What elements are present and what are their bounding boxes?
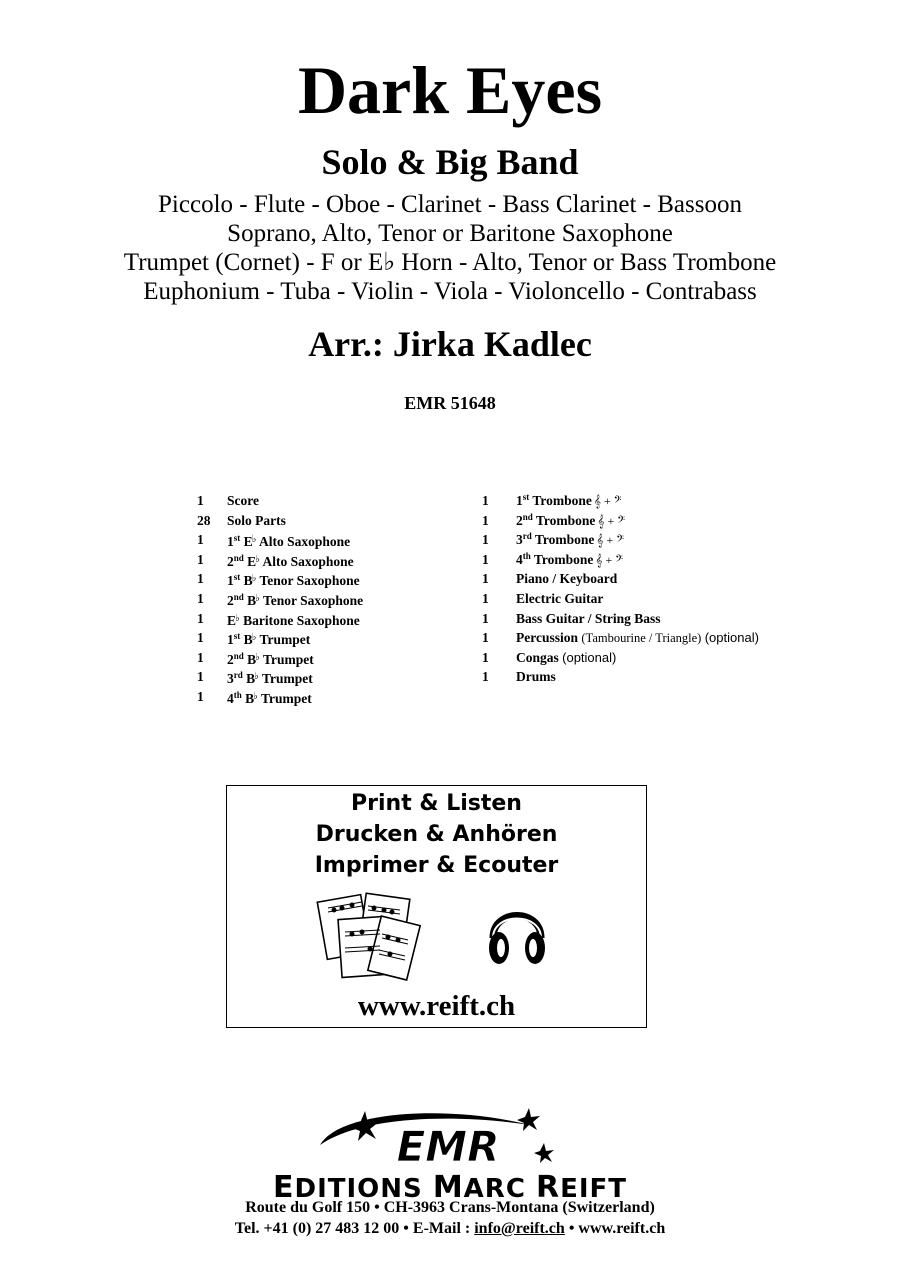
emr-logo-text: EMR bbox=[396, 1122, 500, 1171]
email-link[interactable]: info@reift.ch bbox=[474, 1220, 565, 1237]
clef-icon: 𝄞 + 𝄢 bbox=[596, 533, 624, 548]
part-quantity: 1 bbox=[197, 610, 204, 626]
part-name: 4th Trombone 𝄞 + 𝄢 bbox=[516, 550, 623, 567]
ordinal-suffix: st bbox=[233, 533, 241, 544]
part-optional: (optional) bbox=[704, 630, 759, 646]
publisher-address: Route du Golf 150 • CH-3963 Crans-Montana (Switzerland) bbox=[245, 1199, 655, 1216]
part-row bbox=[197, 491, 467, 511]
part-name: 1st B♭ Trumpet bbox=[227, 631, 311, 648]
promo-line: Print & Listen bbox=[351, 791, 522, 816]
part-quantity: 1 bbox=[197, 532, 204, 548]
flat-sign-icon: ♭ bbox=[255, 651, 260, 663]
flat-sign-icon: ♭ bbox=[251, 534, 257, 546]
part-row bbox=[197, 687, 467, 707]
ordinal-suffix: nd bbox=[522, 511, 533, 522]
part-name: 1st Trombone 𝄞 + 𝄢 bbox=[516, 492, 622, 508]
ordinal-suffix: nd bbox=[233, 552, 244, 563]
part-row bbox=[482, 628, 812, 648]
ordinal-suffix: th bbox=[233, 689, 242, 700]
part-name: 3rd Trombone 𝄞 + 𝄢 bbox=[516, 531, 624, 548]
part-name: 1st E♭ Alto Saxophone bbox=[227, 533, 351, 550]
publisher-name-part: ARC bbox=[463, 1174, 536, 1204]
parts-list-left bbox=[197, 491, 467, 707]
headphones-icon bbox=[485, 894, 549, 974]
part-row bbox=[197, 550, 467, 570]
ordinal-suffix: nd bbox=[233, 650, 244, 661]
part-name: 2nd E♭ Alto Saxophone bbox=[227, 552, 354, 569]
flat-sign-icon: ♭ bbox=[251, 632, 257, 644]
contact-website: • www.reift.ch bbox=[564, 1220, 666, 1237]
emr-logo-icon bbox=[300, 1105, 600, 1175]
part-row bbox=[482, 569, 812, 589]
catalog-number: EMR 51648 bbox=[404, 393, 496, 413]
flat-sign-icon: ♭ bbox=[254, 671, 259, 683]
part-quantity: 1 bbox=[482, 512, 489, 528]
part-row bbox=[482, 550, 812, 570]
part-quantity: 1 bbox=[197, 630, 204, 646]
part-name: 1st B♭ Tenor Saxophone bbox=[227, 572, 360, 589]
part-name: Congas (optional) bbox=[516, 649, 617, 665]
arranger: Arr.: Jirka Kadlec bbox=[308, 324, 592, 364]
promo-line: Imprimer & Ecouter bbox=[314, 853, 559, 878]
part-row bbox=[197, 511, 467, 531]
part-quantity: 1 bbox=[482, 532, 489, 548]
instrumentation-list bbox=[0, 190, 900, 306]
part-row bbox=[197, 530, 467, 550]
part-row bbox=[197, 589, 467, 609]
part-name: 3rd B♭ Trumpet bbox=[227, 670, 313, 687]
part-quantity: 1 bbox=[482, 493, 489, 508]
part-quantity: 1 bbox=[482, 551, 489, 567]
instrument-line: Euphonium - Tuba - Violin - Viola - Violoncello - Contrabass bbox=[143, 278, 757, 305]
part-name: Solo Parts bbox=[227, 512, 286, 528]
clef-icon: 𝄞 + 𝄢 bbox=[597, 513, 625, 528]
part-quantity: 1 bbox=[197, 688, 204, 704]
part-name: Drums bbox=[516, 669, 556, 685]
part-name: 2nd B♭ Tenor Saxophone bbox=[227, 591, 364, 608]
flat-sign-icon: ♭ bbox=[255, 592, 260, 604]
part-row bbox=[482, 530, 812, 550]
part-note: (Tambourine / Triangle) bbox=[581, 631, 702, 646]
part-row bbox=[482, 589, 812, 609]
part-optional: (optional) bbox=[562, 649, 617, 665]
part-name: 4th B♭ Trumpet bbox=[227, 689, 312, 706]
part-quantity: 1 bbox=[197, 669, 204, 685]
part-row bbox=[482, 609, 812, 629]
part-name: Percussion (Tambourine / Triangle) (optional) bbox=[516, 630, 759, 646]
flat-sign-icon: ♭ bbox=[253, 690, 258, 702]
part-row bbox=[197, 628, 467, 648]
part-row bbox=[197, 667, 467, 687]
sheet-music-icon bbox=[312, 892, 422, 984]
promo-line: Drucken & Anhören bbox=[315, 822, 558, 847]
ordinal-suffix: st bbox=[233, 631, 241, 642]
contact-phone: Tel. +41 (0) 27 483 12 00 • E-Mail : bbox=[234, 1220, 475, 1237]
ordinal-suffix: st bbox=[233, 572, 241, 583]
ordinal-suffix: nd bbox=[233, 591, 244, 602]
part-quantity: 1 bbox=[197, 590, 204, 606]
part-name: Piano / Keyboard bbox=[516, 571, 618, 587]
clef-icon: 𝄞 + 𝄢 bbox=[595, 552, 623, 567]
instrument-line: Trumpet (Cornet) - F or E♭ Horn - Alto, Tenor or Bass Trombone bbox=[123, 249, 777, 276]
publisher-contact bbox=[0, 1219, 900, 1239]
part-row bbox=[482, 511, 812, 531]
part-row bbox=[197, 609, 467, 629]
part-quantity: 1 bbox=[197, 493, 204, 508]
ordinal-suffix: rd bbox=[233, 670, 243, 681]
flat-sign-icon: ♭ bbox=[255, 553, 260, 565]
part-row bbox=[197, 648, 467, 668]
subtitle: Solo & Big Band bbox=[321, 142, 579, 182]
ordinal-suffix: st bbox=[522, 492, 530, 502]
part-quantity: 1 bbox=[197, 649, 204, 665]
title: Dark Eyes bbox=[297, 52, 603, 128]
clef-icon: 𝄞 + 𝄢 bbox=[593, 494, 622, 508]
part-row bbox=[482, 648, 812, 668]
part-quantity: 1 bbox=[482, 571, 489, 587]
part-quantity: 1 bbox=[197, 551, 204, 567]
part-quantity: 1 bbox=[482, 630, 489, 646]
ordinal-suffix: rd bbox=[522, 531, 532, 542]
publisher-name-part: EIFT bbox=[560, 1174, 627, 1204]
part-quantity: 28 bbox=[197, 512, 211, 528]
print-listen-box bbox=[226, 785, 647, 1028]
part-name: 2nd Trombone 𝄞 + 𝄢 bbox=[516, 511, 625, 528]
flat-sign-icon: ♭ bbox=[251, 573, 257, 585]
part-quantity: 1 bbox=[197, 571, 204, 587]
publisher-name-part: DITIONS bbox=[294, 1174, 433, 1204]
parts-list-right bbox=[482, 491, 812, 687]
part-name: E♭ Baritone Saxophone bbox=[227, 612, 360, 628]
ordinal-suffix: th bbox=[522, 550, 531, 561]
part-name: Electric Guitar bbox=[516, 590, 604, 606]
part-quantity: 1 bbox=[482, 649, 489, 665]
part-row bbox=[482, 667, 812, 687]
part-quantity: 1 bbox=[482, 610, 489, 626]
part-name: Score bbox=[227, 493, 259, 508]
publisher-name-part: R bbox=[535, 1170, 561, 1205]
flat-sign-icon: ♭ bbox=[235, 612, 240, 624]
part-quantity: 1 bbox=[482, 669, 489, 685]
part-name: 2nd B♭ Trumpet bbox=[227, 650, 314, 667]
part-name: Bass Guitar / String Bass bbox=[516, 610, 661, 626]
part-quantity: 1 bbox=[482, 590, 489, 606]
instrument-line: Piccolo - Flute - Oboe - Clarinet - Bass Clarinet - Bassoon bbox=[158, 191, 742, 218]
part-row bbox=[482, 491, 812, 511]
part-row bbox=[197, 569, 467, 589]
publisher-name-part: E bbox=[273, 1170, 295, 1205]
website-link[interactable]: www.reift.ch bbox=[357, 990, 516, 1022]
instrument-line: Soprano, Alto, Tenor or Baritone Saxophone bbox=[227, 220, 673, 247]
publisher-name-part: M bbox=[432, 1170, 464, 1205]
